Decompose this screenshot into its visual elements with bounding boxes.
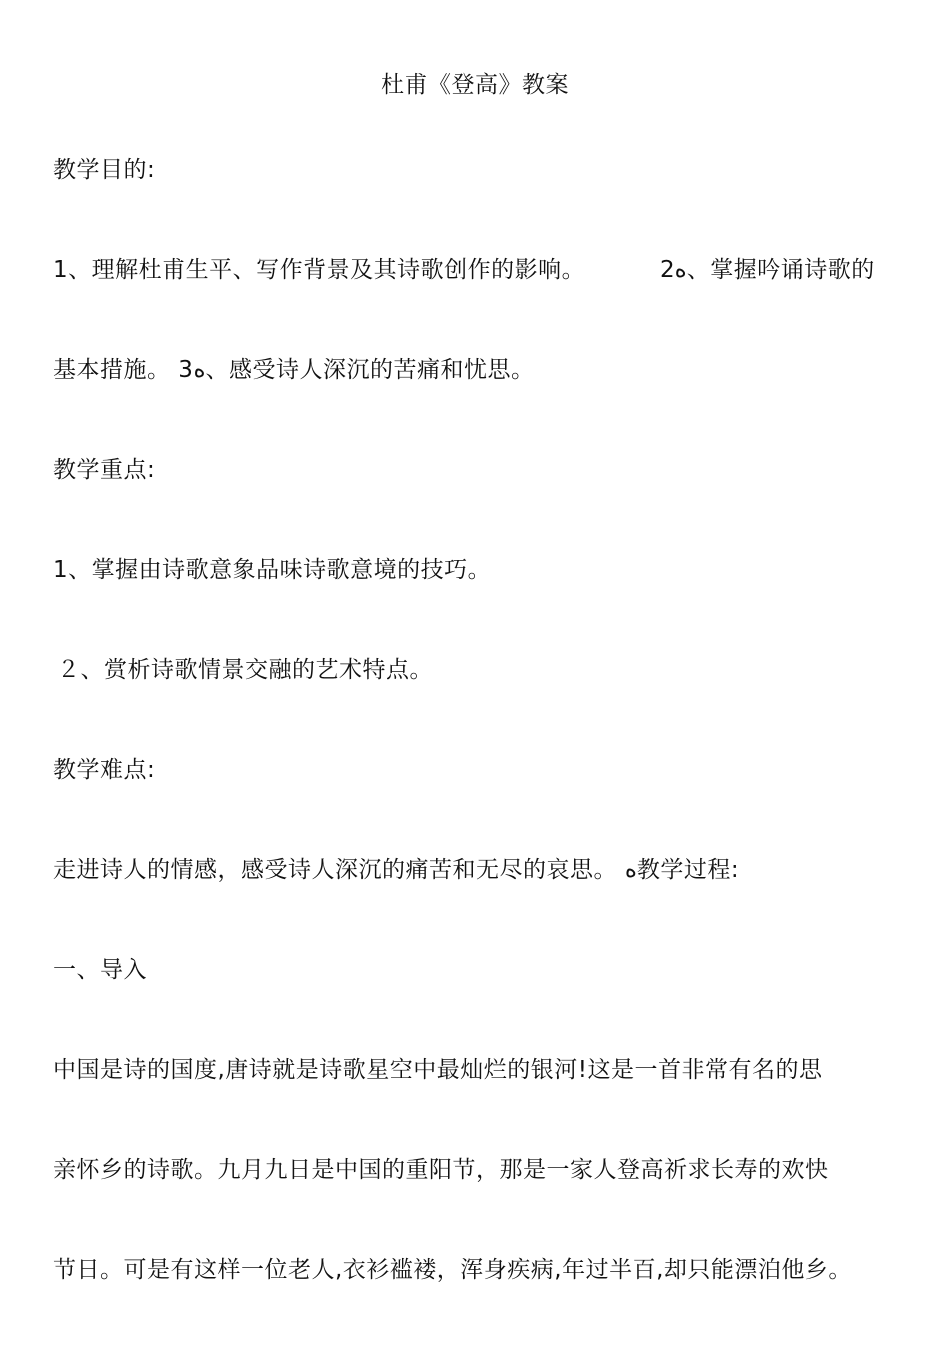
section-heading-difficulties: 教学难点:: [53, 757, 156, 783]
document-title: 杜甫《登高》教案: [381, 72, 569, 98]
paragraph-line-1: 中国是诗的国度,唐诗就是诗歌星空中最灿烂的银河!这是一首非常有名的思: [53, 1057, 823, 1083]
objective-line-2-start: 2ﻩ、掌握吟诵诗歌的: [660, 257, 875, 283]
section-heading-objectives: 教学目的:: [53, 157, 156, 183]
key-point-1: 1、掌握由诗歌意象品味诗歌意境的技巧。: [53, 557, 492, 583]
objective-line-continued: 基本措施。 3ﻩ、感受诗人深沉的苦痛和忧思。: [53, 357, 535, 383]
key-point-2: ２、赏析诗歌情景交融的艺术特点。: [57, 657, 433, 683]
difficulty-line: 走进诗人的情感，感受诗人深沉的痛苦和无尽的哀思。 ﻩ教学过程:: [53, 857, 740, 883]
section-heading-key-points: 教学重点:: [53, 457, 156, 483]
section-heading-introduction: 一、导入: [53, 957, 147, 983]
paragraph-line-2: 亲怀乡的诗歌。九月九日是中国的重阳节，那是一家人登高祈求长寿的欢快: [53, 1157, 829, 1183]
paragraph-line-3: 节日。可是有这样一位老人,衣衫褴褛，浑身疾病,年过半百,却只能漂泊他乡。: [53, 1257, 852, 1283]
objective-line-1: 1、理解杜甫生平、写作背景及其诗歌创作的影响。: [53, 257, 586, 283]
